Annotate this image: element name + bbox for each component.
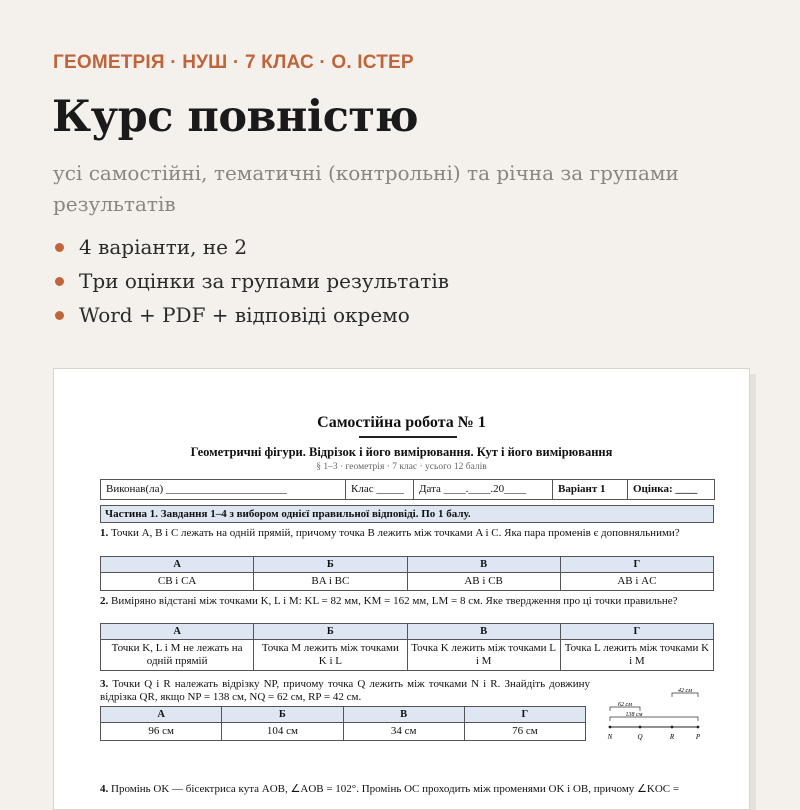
page-title: Курс повністю bbox=[52, 92, 419, 142]
answer-col-header: Г bbox=[560, 557, 713, 573]
student-info-row bbox=[100, 479, 715, 500]
answer-option: AB і AC bbox=[560, 573, 713, 591]
answer-option: 34 см bbox=[343, 723, 464, 741]
answer-col-header: В bbox=[407, 624, 560, 640]
answer-table-2 bbox=[100, 623, 714, 671]
feature-item bbox=[53, 264, 449, 298]
bullet-dot-icon bbox=[55, 277, 64, 286]
point-label: Q bbox=[637, 733, 643, 741]
answer-col-header: В bbox=[343, 707, 464, 723]
title-underline bbox=[359, 436, 457, 438]
feature-label: Word + PDF + відповіді окремо bbox=[79, 303, 410, 327]
answer-col-header: Г bbox=[560, 624, 713, 640]
point-p bbox=[697, 726, 700, 729]
answer-table-1 bbox=[100, 556, 714, 591]
answer-option: Точка L лежить між точками K і M bbox=[560, 640, 713, 671]
question-2 bbox=[100, 595, 713, 608]
point-r bbox=[671, 726, 674, 729]
dim-label: 62 см bbox=[618, 702, 632, 708]
name-field: Виконав(ла) ______________________ bbox=[101, 480, 346, 499]
dim-label: 138 см bbox=[625, 712, 643, 718]
question-3 bbox=[100, 678, 590, 704]
point-label: P bbox=[695, 733, 701, 741]
answer-option: 96 см bbox=[101, 723, 222, 741]
question-number: 2. bbox=[100, 595, 109, 607]
answer-col-header: А bbox=[101, 624, 254, 640]
answer-col-header: А bbox=[101, 707, 222, 723]
question-text: Точки A, B і C лежать на одній прямій, причому точка B лежить між точками A і C. Яка пара променів є доповняльними? bbox=[111, 527, 680, 539]
question-text: Виміряно відстані між точками K, L і M: KL = 82 мм, KM = 162 мм, LM = 8 см. Яке твердження про ці точки правильне? bbox=[111, 595, 678, 607]
class-field: Клас _____ bbox=[346, 480, 414, 499]
question-number: 4. bbox=[100, 783, 109, 795]
course-kicker: ГЕОМЕТРІЯ · НУШ · 7 КЛАС · О. ІСТЕР bbox=[53, 52, 414, 73]
dim-bracket bbox=[610, 717, 698, 721]
point-label: N bbox=[607, 733, 613, 741]
answer-option: Точка K лежить між точками L і M bbox=[407, 640, 560, 671]
worksheet-subtitle: Геометричні фігури. Відрізок і його вимірювання. Кут і його вимірювання bbox=[190, 445, 613, 459]
feature-item bbox=[53, 230, 449, 264]
answer-option: 76 см bbox=[464, 723, 585, 741]
answer-option: AB і CB bbox=[407, 573, 560, 591]
feature-item bbox=[53, 298, 449, 332]
feature-label: 4 варіанти, не 2 bbox=[79, 235, 248, 259]
answer-option: Точка M лежить між точками K і L bbox=[254, 640, 407, 671]
question-text: Точки Q і R належать відрізку NP, причому точка Q лежить між точками N і R. Знайдіть довжину відрізка QR, якщо NP = 138 см, NQ = 62 см, RP = 42 см. bbox=[100, 678, 590, 703]
point-label: R bbox=[669, 733, 675, 741]
segment-figure bbox=[602, 685, 712, 745]
part-heading: Частина 1. Завдання 1–4 з вибором однієї правильної відповіді. По 1 балу. bbox=[100, 505, 714, 523]
question-4 bbox=[100, 783, 713, 796]
bullet-dot-icon bbox=[55, 243, 64, 252]
answer-col-header: Б bbox=[222, 707, 343, 723]
answer-table-3 bbox=[100, 706, 586, 741]
variant-field: Варіант 1 bbox=[553, 480, 628, 499]
bullet-dot-icon bbox=[55, 311, 64, 320]
dim-label: 42 см bbox=[678, 688, 692, 694]
answer-col-header: В bbox=[407, 557, 560, 573]
date-field: Дата ____.____.20____ bbox=[414, 480, 553, 499]
point-q bbox=[639, 726, 642, 729]
answer-col-header: Б bbox=[254, 624, 407, 640]
question-number: 3. bbox=[100, 678, 109, 690]
answer-option: 104 см bbox=[222, 723, 343, 741]
answer-col-header: Б bbox=[254, 557, 407, 573]
answer-option: Точки K, L і M не лежать на одній прямій bbox=[101, 640, 254, 671]
worksheet-title: Самостійна робота № 1 bbox=[317, 414, 486, 431]
answer-col-header: Г bbox=[464, 707, 585, 723]
question-1 bbox=[100, 527, 713, 540]
answer-option: CB і CA bbox=[101, 573, 254, 591]
page-subtitle: усі самостійні, тематичні (контрольні) та річна за групами результатів bbox=[53, 161, 679, 216]
point-n bbox=[609, 726, 612, 729]
grade-field: Оцінка: ____ bbox=[633, 483, 698, 495]
answer-option: BA і BC bbox=[254, 573, 407, 591]
feature-label: Три оцінки за групами результатів bbox=[79, 269, 449, 293]
feature-list bbox=[53, 230, 449, 332]
question-text: Промінь OK — бісектриса кута AOB, ∠AOB = 102°. Промінь OC проходить між променями OK і OB, причому ∠KOC = bbox=[111, 783, 680, 795]
answer-col-header: А bbox=[101, 557, 254, 573]
worksheet-preview bbox=[53, 368, 750, 810]
question-number: 1. bbox=[100, 527, 109, 539]
worksheet-meta: § 1–3 · геометрія · 7 клас · усього 12 балів bbox=[316, 462, 487, 472]
